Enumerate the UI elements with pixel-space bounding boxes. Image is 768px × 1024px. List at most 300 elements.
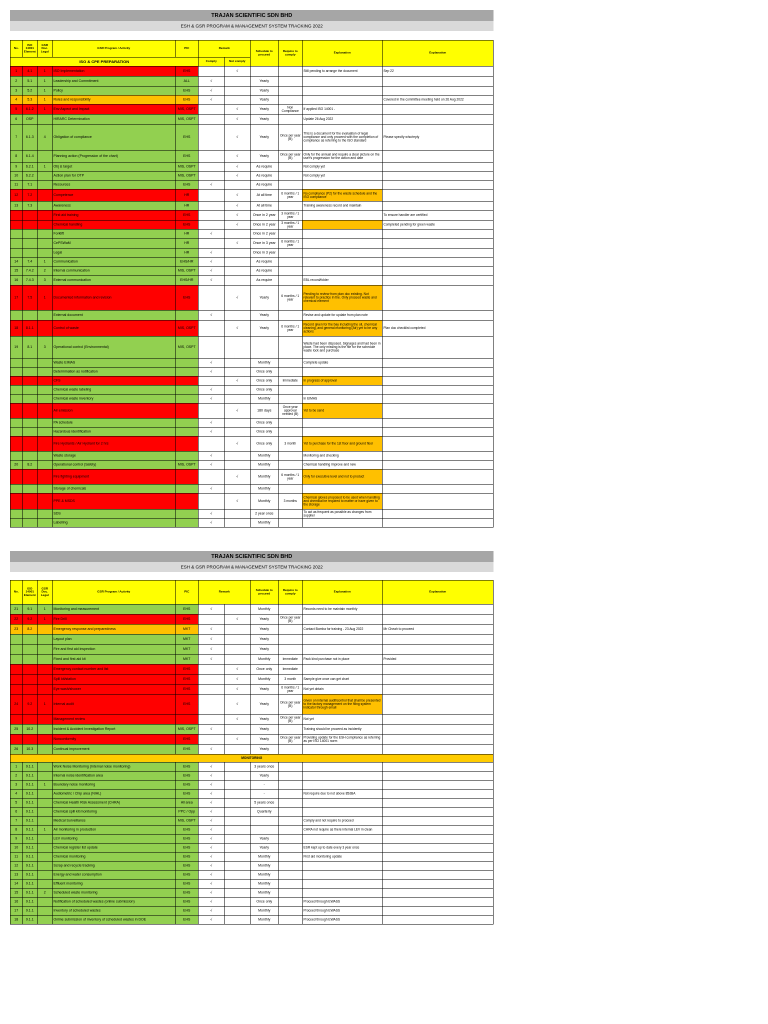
table-header bbox=[11, 41, 494, 67]
no-cell bbox=[11, 419, 23, 428]
not-comply-cell bbox=[225, 395, 251, 404]
not-comply-cell bbox=[225, 368, 251, 377]
table-row bbox=[11, 276, 494, 286]
explanation-2-cell: Completed pending for green waste bbox=[383, 221, 494, 230]
explanation-cell: Chemical gloves proposed to be used when handling and chemical be required to matter or have given to the storage bbox=[303, 494, 383, 510]
schedule-cell: Monthly bbox=[251, 907, 279, 916]
activity-cell: Notification of scheduled wastes (online submission) bbox=[53, 898, 176, 907]
explanation-cell bbox=[303, 249, 383, 258]
iso-cell bbox=[23, 249, 38, 258]
comply-cell: √ bbox=[199, 359, 225, 368]
activity-cell: Communication bbox=[53, 258, 176, 267]
not-comply-cell bbox=[225, 880, 251, 889]
pic-cell bbox=[176, 485, 199, 494]
doc-cell bbox=[38, 452, 53, 461]
schedule-cell: Yearly bbox=[251, 311, 279, 321]
activity-cell: Chemical monitoring bbox=[53, 853, 176, 862]
explanation-cell bbox=[303, 615, 383, 625]
doc-cell bbox=[38, 880, 53, 889]
explanation-cell bbox=[303, 763, 383, 772]
explanation-2-cell bbox=[383, 377, 494, 386]
schedule-cell: Monthly bbox=[251, 675, 279, 685]
table-row bbox=[11, 125, 494, 151]
remark-header: Remark bbox=[199, 41, 251, 58]
table-row bbox=[11, 907, 494, 916]
doc-cell bbox=[38, 655, 53, 665]
table-row bbox=[11, 826, 494, 835]
pic-cell bbox=[176, 359, 199, 368]
explanation-2-cell bbox=[383, 907, 494, 916]
iso-cell: 9.1.1 bbox=[23, 781, 38, 790]
table-row bbox=[11, 871, 494, 880]
not-comply-cell bbox=[225, 907, 251, 916]
no-cell: 12 bbox=[11, 190, 23, 202]
pic-header: PIC bbox=[176, 41, 199, 58]
no-cell: 4 bbox=[11, 790, 23, 799]
pic-cell: MKT bbox=[176, 625, 199, 635]
comply-cell: √ bbox=[199, 907, 225, 916]
require-cell bbox=[279, 725, 303, 735]
explanation-cell bbox=[303, 485, 383, 494]
explanation-2-cell bbox=[383, 889, 494, 898]
not-comply-cell bbox=[225, 419, 251, 428]
no-cell bbox=[11, 715, 23, 725]
explanation-2-cell bbox=[383, 715, 494, 725]
schedule-cell: Yearly bbox=[251, 625, 279, 635]
require-cell bbox=[279, 625, 303, 635]
schedule-cell: Once only bbox=[251, 419, 279, 428]
explanation-2-cell bbox=[383, 735, 494, 745]
explanation-cell: In EIMAS bbox=[303, 395, 383, 404]
activity-cell: Inventory of scheduled wastes bbox=[53, 907, 176, 916]
require-cell bbox=[279, 87, 303, 96]
comply-cell: √ bbox=[199, 725, 225, 735]
table-row bbox=[11, 685, 494, 695]
tracking-sheet-page-2 bbox=[10, 551, 494, 925]
doc-cell bbox=[38, 853, 53, 862]
pic-cell: EHS/HR bbox=[176, 276, 199, 286]
iso-cell: 9.1.1 bbox=[23, 826, 38, 835]
doc-cell bbox=[38, 862, 53, 871]
doc-cell: 4 bbox=[38, 125, 53, 151]
comply-cell: √ bbox=[199, 826, 225, 835]
iso-cell: OSP bbox=[23, 115, 38, 125]
table-row bbox=[11, 645, 494, 655]
activity-cell: Storage of chemicals bbox=[53, 485, 176, 494]
comply-cell: √ bbox=[199, 428, 225, 437]
section-label: ISO & CPE PREPARATION bbox=[11, 58, 199, 67]
doc-cell bbox=[38, 239, 53, 249]
iso-cell: 7.1 bbox=[23, 181, 38, 190]
iso-cell bbox=[23, 395, 38, 404]
explanation-cell bbox=[303, 889, 383, 898]
no-cell: 21 bbox=[11, 605, 23, 615]
explanation-2-cell bbox=[383, 368, 494, 377]
comply-cell bbox=[199, 163, 225, 172]
iso-cell bbox=[23, 470, 38, 485]
iso-cell: 9.1.1 bbox=[23, 907, 38, 916]
activity-cell: Energy and water consumption bbox=[53, 871, 176, 880]
activity-cell: Leadership and Commitment bbox=[53, 77, 176, 87]
table-row bbox=[11, 745, 494, 755]
not-comply-cell bbox=[225, 826, 251, 835]
iso-cell bbox=[23, 452, 38, 461]
comply-cell: √ bbox=[199, 889, 225, 898]
comply-cell: √ bbox=[199, 790, 225, 799]
activity-cell: Medical Surveillance bbox=[53, 817, 176, 826]
not-comply-cell: √ bbox=[225, 735, 251, 745]
activity-cell: Obligation of compliance bbox=[53, 125, 176, 151]
doc-cell bbox=[38, 461, 53, 470]
schedule-cell: As require bbox=[251, 163, 279, 172]
explanation-2-cell bbox=[383, 772, 494, 781]
explanation-cell: Waste had been disposed. Signages and had been in place. The only missing is the file for the schedule waste lock and purchase bbox=[303, 337, 383, 359]
iso-cell bbox=[23, 311, 38, 321]
explanation-2-cell bbox=[383, 844, 494, 853]
table-row bbox=[11, 249, 494, 258]
not-comply-cell bbox=[225, 853, 251, 862]
pic-cell: All area bbox=[176, 799, 199, 808]
activity-cell: Work Noise Monitoring (Internal noise monitoring) bbox=[53, 763, 176, 772]
iso-cell: 7.3 bbox=[23, 202, 38, 211]
doc-cell: 1 bbox=[38, 105, 53, 115]
require-cell: Once per year (B) bbox=[279, 151, 303, 163]
pic-cell: MIS, OSPT bbox=[176, 105, 199, 115]
explanation-2-cell bbox=[383, 437, 494, 452]
pic-cell: EHS bbox=[176, 125, 199, 151]
table-row bbox=[11, 898, 494, 907]
explanation-2-cell bbox=[383, 87, 494, 96]
doc-cell bbox=[38, 151, 53, 163]
table-row bbox=[11, 485, 494, 494]
schedule-cell: Monthly bbox=[251, 889, 279, 898]
doc-cell: 1 bbox=[38, 67, 53, 77]
iso-element-header: ISO 14001 Element bbox=[23, 41, 38, 58]
no-cell bbox=[11, 655, 23, 665]
explanation-2-cell bbox=[383, 916, 494, 925]
comply-cell: √ bbox=[199, 655, 225, 665]
schedule-cell: Yearly bbox=[251, 105, 279, 115]
explanation-2-cell bbox=[383, 510, 494, 519]
not-comply-cell bbox=[225, 359, 251, 368]
explanation-2-cell bbox=[383, 675, 494, 685]
comply-cell: √ bbox=[199, 510, 225, 519]
no-cell: 13 bbox=[11, 202, 23, 211]
activity-cell: Chemical register list update bbox=[53, 844, 176, 853]
activity-cell: Emergency contact number and list bbox=[53, 665, 176, 675]
table-row bbox=[11, 835, 494, 844]
no-cell: 6 bbox=[11, 808, 23, 817]
require-cell: Once per year (B) bbox=[279, 615, 301, 623]
not-comply-cell: √ bbox=[225, 404, 251, 419]
iso-cell: 7.4.2 bbox=[23, 267, 38, 276]
require-cell: Immediate bbox=[279, 655, 303, 665]
doc-cell bbox=[38, 715, 53, 725]
no-cell: 9 bbox=[11, 835, 23, 844]
activity-cell: Internal communication bbox=[53, 267, 176, 276]
pic-cell: EHS bbox=[176, 211, 199, 221]
explanation-cell: Record given for the bay including the oil, chemical cleaning, and general monitoring (Air) yet to be any actions bbox=[303, 321, 383, 337]
explanation-2-cell bbox=[383, 615, 494, 625]
iso-cell: 9.1.1 bbox=[23, 763, 38, 772]
require-cell bbox=[279, 276, 303, 286]
explanation-2-cell bbox=[383, 286, 494, 311]
iso-cell: 7.5 bbox=[23, 286, 38, 311]
explanation-cell: Still pending to arrange the document bbox=[303, 67, 383, 77]
monitoring-table-body bbox=[11, 763, 494, 925]
pic-cell bbox=[176, 510, 199, 519]
table-row bbox=[11, 311, 494, 321]
iso-cell: 9.2 bbox=[23, 695, 38, 715]
explanation-2-cell bbox=[383, 725, 494, 735]
pic-cell: MKT bbox=[176, 655, 199, 665]
require-cell: Non Compliance bbox=[279, 105, 303, 115]
explanation-cell bbox=[303, 428, 383, 437]
require-cell: 6 months / 1 year bbox=[279, 190, 303, 202]
activity-cell: Obj & target bbox=[53, 163, 176, 172]
comply-cell: √ bbox=[199, 862, 225, 871]
table-row bbox=[11, 510, 494, 519]
pic-cell: EHS bbox=[176, 67, 199, 77]
require-cell bbox=[279, 249, 303, 258]
explanation-2-cell bbox=[383, 853, 494, 862]
explanation-2-cell bbox=[383, 181, 494, 190]
activity-cell: Monitoring and measurement bbox=[53, 605, 176, 615]
monitoring-section-label: MONITORING bbox=[11, 755, 494, 763]
not-comply-cell bbox=[225, 898, 251, 907]
no-cell: 23 bbox=[11, 625, 23, 635]
iso-cell bbox=[23, 655, 38, 665]
require-cell bbox=[279, 853, 303, 862]
comply-cell: √ bbox=[199, 181, 225, 190]
no-cell bbox=[11, 239, 23, 249]
explanation-cell bbox=[303, 781, 383, 790]
pic-cell: MIS, OSPT bbox=[176, 817, 199, 826]
iso-cell bbox=[23, 685, 38, 695]
table-row bbox=[11, 615, 494, 625]
not-comply-cell: √ bbox=[225, 221, 251, 230]
pic-cell bbox=[176, 452, 199, 461]
table-row bbox=[11, 286, 494, 311]
explanation-cell bbox=[303, 77, 383, 87]
table-row bbox=[11, 862, 494, 871]
schedule-cell: 5 years once bbox=[251, 799, 279, 808]
explanation-cell bbox=[303, 96, 383, 105]
iso-cell bbox=[23, 419, 38, 428]
explanation-cell bbox=[303, 239, 383, 249]
doc-cell bbox=[38, 635, 53, 645]
not-comply-cell bbox=[225, 337, 251, 359]
pic-cell: MKT bbox=[176, 645, 199, 655]
sheet-subtitle: ESH & GSR PROGRAM & MANAGEMENT SYSTEM TRACKING 2022 bbox=[10, 21, 494, 31]
require-cell: Once per year (B) bbox=[279, 125, 303, 151]
require-cell bbox=[279, 898, 303, 907]
require-cell bbox=[279, 916, 303, 925]
comply-cell bbox=[199, 715, 225, 725]
doc-cell bbox=[38, 211, 53, 221]
activity-cell: Audiometric / Chip area (NIHL) bbox=[53, 790, 176, 799]
schedule-cell: As require bbox=[251, 276, 279, 286]
no-cell bbox=[11, 519, 23, 528]
schedule-cell: Yearly bbox=[251, 635, 279, 645]
activity-cell: PPE & MSDS bbox=[53, 494, 176, 510]
require-cell: Once per year (B) bbox=[279, 735, 301, 743]
schedule-cell: - bbox=[251, 781, 279, 790]
iso-cell: 5.3 bbox=[23, 96, 38, 105]
explanation-cell bbox=[303, 665, 383, 675]
not-comply-header: Not comply bbox=[225, 58, 251, 67]
pic-header: PIC bbox=[176, 581, 199, 605]
comply-cell: √ bbox=[199, 898, 225, 907]
activity-header: GSR Program / Activity bbox=[53, 41, 176, 58]
require-cell bbox=[279, 844, 303, 853]
table-row bbox=[11, 461, 494, 470]
doc-cell: 2 bbox=[38, 889, 53, 898]
doc-cell: 1 bbox=[38, 615, 53, 625]
comply-cell bbox=[199, 735, 225, 745]
require-cell: 3 month bbox=[279, 437, 303, 452]
table-row bbox=[11, 230, 494, 239]
explanation-cell bbox=[303, 871, 383, 880]
iso-cell bbox=[23, 510, 38, 519]
schedule-cell: Monthly bbox=[251, 871, 279, 880]
doc-cell bbox=[38, 321, 53, 337]
iso-cell: 6.2.1 bbox=[23, 163, 38, 172]
explanation-2-cell bbox=[383, 763, 494, 772]
no-cell bbox=[11, 404, 23, 419]
explanation-2-cell bbox=[383, 428, 494, 437]
activity-cell: Resources bbox=[53, 181, 176, 190]
not-comply-cell bbox=[225, 790, 251, 799]
table-row bbox=[11, 190, 494, 202]
explanation-cell: Given on internal audit/control that shall be presented to the factory management on the filing system indicator through email bbox=[303, 695, 383, 715]
schedule-cell: Once in 3 year bbox=[251, 249, 279, 258]
explanation-2-cell: Mr Cheah to proceed bbox=[383, 625, 494, 635]
explanation-2-cell: Provided bbox=[383, 655, 494, 665]
require-cell bbox=[279, 772, 303, 781]
require-header: Require to comply bbox=[279, 581, 303, 605]
table-row bbox=[11, 151, 494, 163]
doc-cell: 1 bbox=[38, 258, 53, 267]
require-header: Require to comply bbox=[279, 41, 303, 67]
iso-cell bbox=[23, 386, 38, 395]
not-comply-cell: √ bbox=[225, 105, 251, 115]
explanation-2-cell bbox=[383, 202, 494, 211]
no-cell: 10 bbox=[11, 844, 23, 853]
table-row bbox=[11, 267, 494, 276]
explanation-2-cell bbox=[383, 267, 494, 276]
explanation-2-cell: Covered in the committee meeting held on 26 Aug 2022 bbox=[383, 96, 494, 105]
doc-cell bbox=[38, 485, 53, 494]
explanation-cell: Chemical handling improve and new bbox=[303, 461, 383, 470]
explanation-cell: CHRA not require as there internal LEV in clean bbox=[303, 826, 383, 835]
iso-cell: 7.2 bbox=[23, 190, 38, 202]
table-row bbox=[11, 67, 494, 77]
doc-cell bbox=[38, 745, 53, 755]
doc-cell bbox=[38, 494, 53, 510]
schedule-cell: At all time bbox=[251, 202, 279, 211]
table-row bbox=[11, 519, 494, 528]
company-title: TRAJAN SCIENTIFIC SDN BHD bbox=[10, 551, 494, 562]
explanation-cell: Monitoring and checking bbox=[303, 452, 383, 461]
doc-cell bbox=[38, 808, 53, 817]
iso-cell bbox=[23, 377, 38, 386]
no-cell: 15 bbox=[11, 267, 23, 276]
schedule-cell: Yearly bbox=[251, 115, 279, 125]
no-cell bbox=[11, 221, 23, 230]
not-comply-cell: √ bbox=[225, 163, 251, 172]
table-row bbox=[11, 239, 494, 249]
not-comply-cell: √ bbox=[225, 172, 251, 181]
not-comply-cell bbox=[225, 655, 251, 665]
activity-cell: Fixed and first aid kit bbox=[53, 655, 176, 665]
pic-cell: EHS bbox=[176, 889, 199, 898]
require-cell bbox=[279, 163, 303, 172]
iso-cell: 9.1.1 bbox=[23, 880, 38, 889]
not-comply-cell bbox=[225, 862, 251, 871]
iso-cell bbox=[23, 665, 38, 675]
comply-cell: √ bbox=[199, 916, 225, 925]
require-cell bbox=[279, 428, 303, 437]
iso-cell bbox=[23, 239, 38, 249]
table-row bbox=[11, 790, 494, 799]
schedule-cell: Yearly bbox=[251, 844, 279, 853]
table-row bbox=[11, 202, 494, 211]
iso-cell bbox=[23, 485, 38, 494]
iso-cell: 9.1.1 bbox=[23, 772, 38, 781]
explanation-cell: Not comply yet bbox=[303, 172, 383, 181]
doc-cell bbox=[38, 790, 53, 799]
explanation-2-cell bbox=[383, 395, 494, 404]
comply-cell: √ bbox=[199, 368, 225, 377]
no-cell bbox=[11, 230, 23, 239]
pic-cell: HR bbox=[176, 249, 199, 258]
iso-cell: 9.1.1 bbox=[23, 889, 38, 898]
doc-legal-header: GSR Doc. Legal bbox=[38, 581, 53, 605]
no-cell: 26 bbox=[11, 745, 23, 755]
doc-cell bbox=[38, 763, 53, 772]
no-cell bbox=[11, 685, 23, 695]
explanation-cell bbox=[303, 267, 383, 276]
comply-cell bbox=[199, 377, 225, 386]
no-cell: 2 bbox=[11, 77, 23, 87]
not-comply-cell bbox=[225, 645, 251, 655]
not-comply-cell: √ bbox=[225, 190, 251, 202]
require-cell bbox=[279, 781, 303, 790]
comply-cell bbox=[199, 470, 225, 485]
comply-cell: √ bbox=[199, 635, 225, 645]
pic-cell: HR bbox=[176, 239, 199, 249]
explanation-cell bbox=[303, 862, 383, 871]
explanation-2-cell bbox=[383, 419, 494, 428]
schedule-cell bbox=[251, 337, 279, 359]
activity-cell: Labelling bbox=[53, 519, 176, 528]
not-comply-cell bbox=[225, 386, 251, 395]
pic-cell: MIS, OSPT bbox=[176, 321, 199, 337]
no-cell bbox=[11, 485, 23, 494]
explanation-cell: In progress of approval bbox=[303, 377, 383, 386]
no-cell: 7 bbox=[11, 817, 23, 826]
table-row bbox=[11, 419, 494, 428]
no-cell: 17 bbox=[11, 286, 23, 311]
iso-cell: 9.2 bbox=[23, 615, 38, 625]
require-cell: 6 months / 1 year bbox=[279, 239, 303, 249]
schedule-cell: 2 year once bbox=[251, 510, 279, 519]
not-comply-cell bbox=[225, 605, 251, 615]
table-row bbox=[11, 337, 494, 359]
activity-cell: Chemical spill kit monitoring bbox=[53, 808, 176, 817]
pic-cell: EHS bbox=[176, 862, 199, 871]
